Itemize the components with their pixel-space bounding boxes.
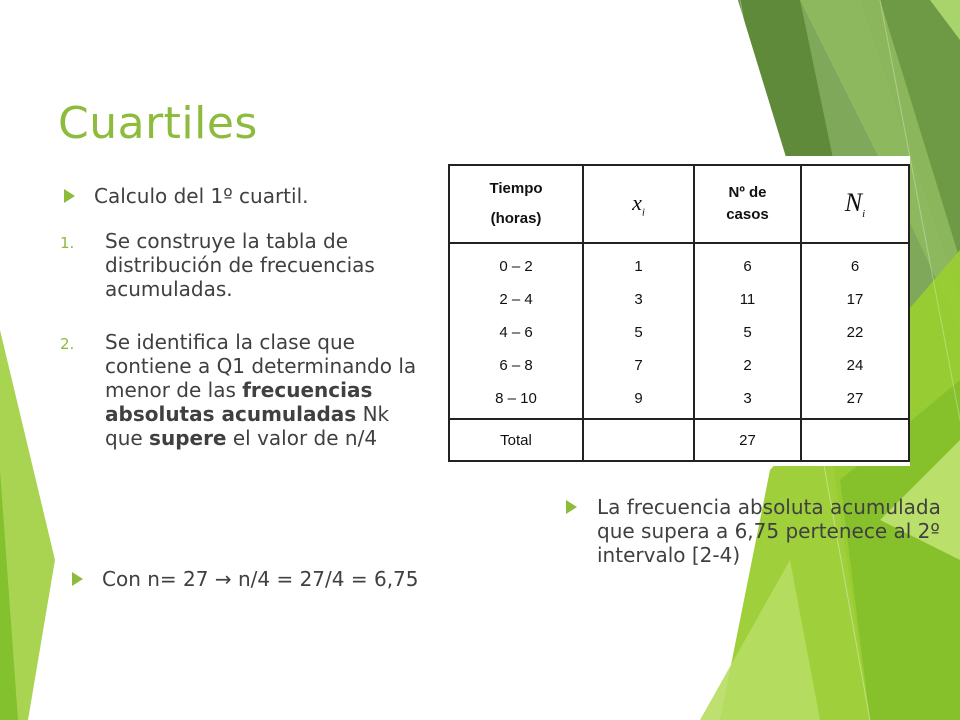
step-2-part: Nk que (105, 402, 390, 450)
step-2-bold-supere: supere (149, 426, 227, 450)
calc-part: n/4 = 27/4 = 6,75 (231, 567, 419, 591)
cell-ni: 24 (846, 357, 864, 374)
cell-ni: 22 (846, 324, 864, 341)
header-tiempo-line1: Tiempo (489, 180, 543, 197)
header-ni-sub: i (862, 208, 866, 221)
table-body-row (449, 243, 909, 419)
column-casos (694, 243, 801, 419)
header-tiempo (449, 165, 583, 243)
cell-total-casos: 27 (694, 419, 801, 461)
frequency-table (448, 164, 910, 462)
cell-ni: 27 (846, 390, 864, 407)
cell-xi: 1 (634, 258, 643, 275)
conclusion-text: La frecuencia absoluta acumulada que supera a 6,75 pertenece al 2º intervalo [2-4) (597, 495, 941, 567)
step-2-text (105, 330, 425, 450)
frequency-table-image (436, 156, 910, 466)
cell-casos: 6 (743, 258, 752, 275)
cell-xi: 5 (634, 324, 643, 341)
cell-tiempo: 0 – 2 (499, 258, 533, 275)
step-2-part: el valor de n/4 (226, 426, 378, 450)
cell-xi: 9 (634, 390, 643, 407)
header-xi (583, 165, 694, 243)
cell-tiempo: 4 – 6 (499, 324, 533, 341)
header-ni (801, 165, 909, 243)
cell-ni: 6 (850, 258, 860, 275)
slide-title: Cuartiles (58, 98, 258, 149)
calc-text (102, 567, 432, 591)
header-xi-sub: i (641, 206, 645, 219)
cell-xi: 3 (634, 291, 643, 308)
cell-xi: 7 (634, 357, 643, 374)
header-casos-line1: Nº de (728, 184, 767, 201)
cell-total-xi (583, 419, 694, 461)
cell-ni: 17 (846, 291, 864, 308)
header-tiempo-line2: (horas) (490, 210, 542, 227)
step-2-number: 2. (60, 335, 75, 353)
column-tiempo (449, 243, 583, 419)
calc-part: Con n= 27 (102, 567, 215, 591)
cell-casos: 3 (743, 390, 752, 407)
cell-total-ni (801, 419, 909, 461)
header-xi-main: x (632, 189, 642, 215)
bullet-triangle-icon (566, 500, 577, 514)
main-bullet-text: Calculo del 1º cuartil. (94, 184, 309, 208)
step-2-bold-term: frecuencias absolutas acumuladas (105, 378, 373, 426)
arrow-right-icon: → (214, 567, 232, 591)
table-total-row (449, 419, 909, 461)
header-casos-line2: casos (726, 206, 769, 223)
header-casos (694, 165, 801, 243)
cell-tiempo: 6 – 8 (499, 357, 533, 374)
bullet-triangle-icon (64, 189, 75, 203)
header-ni-main: N (844, 187, 863, 217)
step-1-text: Se construye la tabla de distribución de frecuencias acumuladas. (105, 229, 375, 301)
step-2-part: Se identifica la clase que contiene a Q1 determinando la menor de las (105, 330, 417, 402)
cell-tiempo: 8 – 10 (495, 390, 537, 407)
column-xi (583, 243, 694, 419)
cell-casos: 5 (743, 324, 752, 341)
table-header-row (449, 165, 909, 243)
cell-total-label: Total (449, 419, 583, 461)
cell-tiempo: 2 – 4 (499, 291, 533, 308)
step-1-number: 1. (60, 234, 75, 252)
cell-casos: 2 (743, 357, 752, 374)
column-ni (801, 243, 909, 419)
cell-casos: 11 (739, 291, 756, 308)
bullet-triangle-icon (72, 572, 83, 586)
